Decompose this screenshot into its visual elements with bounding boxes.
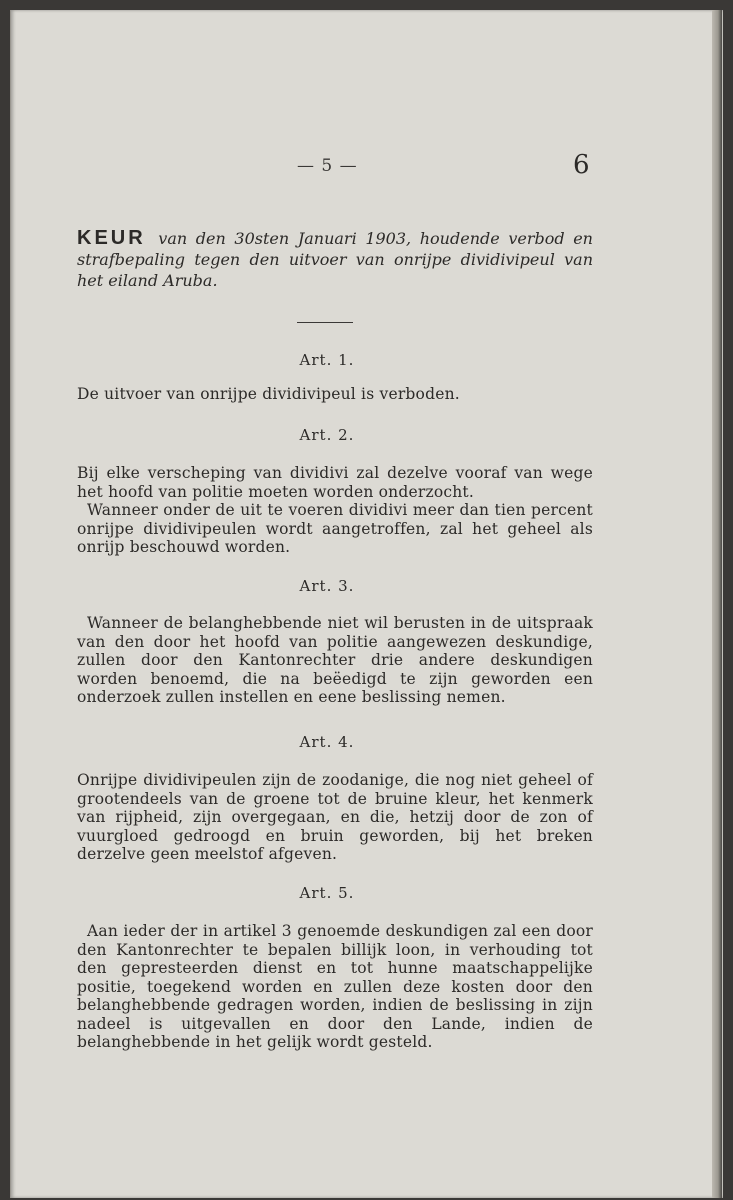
title-keur: KEUR bbox=[77, 227, 146, 249]
page-marker: — 5 — bbox=[297, 156, 358, 176]
article-5-heading: Art. 5. bbox=[299, 884, 355, 902]
article-3-heading: Art. 3. bbox=[299, 577, 355, 595]
article-1-heading: Art. 1. bbox=[299, 351, 355, 369]
article-4-paragraph-1: Onrijpe dividivipeulen zijn de zoodanige, die nog niet geheel of grootendeels van de groene tot de bruine kleur, het kenmerk van rijpheid, zijn overgegaan, en die, hetzij door de zon of vuurgloed gedroogd en bruin geworden, bij het breken derzelve geen meelstof afgeven. bbox=[77, 771, 593, 863]
article-2-paragraph-1: Bij elke verscheping van dividivi zal dezelve vooraf van wege het hoofd van politie moeten worden onderzocht. bbox=[77, 464, 593, 501]
article-2-heading: Art. 2. bbox=[299, 426, 355, 444]
page-edge bbox=[712, 10, 722, 1198]
folio-row bbox=[77, 150, 593, 190]
document-page bbox=[10, 10, 723, 1198]
article-5-paragraph-1: Aan ieder der in artikel 3 genoemde deskundigen zal een door den Kantonrechter te bepalen billijk loon, in verhouding tot den gepresteerden dienst en tot hunne maatschappelijke positie, toegekend worden en zullen deze kosten door den belanghebbende gedragen worden, indien de beslissing in zijn nadeel is uitgevallen en door den Lande, indien de belanghebbende in het gelijk wordt gesteld. bbox=[77, 922, 593, 1051]
sheet-number: 6 bbox=[573, 150, 590, 180]
article-2-paragraph-2: Wanneer onder de uit te voeren dividivi meer dan tien percent onrijpe dividivipeulen wordt aangetroffen, zal het geheel als onrijp beschouwd worden. bbox=[77, 501, 593, 556]
article-4-heading: Art. 4. bbox=[299, 733, 355, 751]
title-divider bbox=[297, 322, 353, 323]
article-3-paragraph-1: Wanneer de belanghebbende niet wil berusten in de uitspraak van den door het hoofd van politie aangewezen deskundige, zullen door den Kantonrechter drie andere deskundigen worden benoemd, die na beëedigd te zijn geworden een onderzoek zullen instellen en eene beslissing nemen. bbox=[77, 614, 593, 706]
title-subtitle: van den 30sten Januari 1903, houdende verbod en strafbepaling tegen den uitvoer van onrijpe dividivipeul van het eiland Aruba. bbox=[77, 229, 593, 290]
document-title bbox=[77, 228, 593, 291]
article-1-paragraph-1: De uitvoer van onrijpe dividivipeul is verboden. bbox=[77, 385, 460, 403]
